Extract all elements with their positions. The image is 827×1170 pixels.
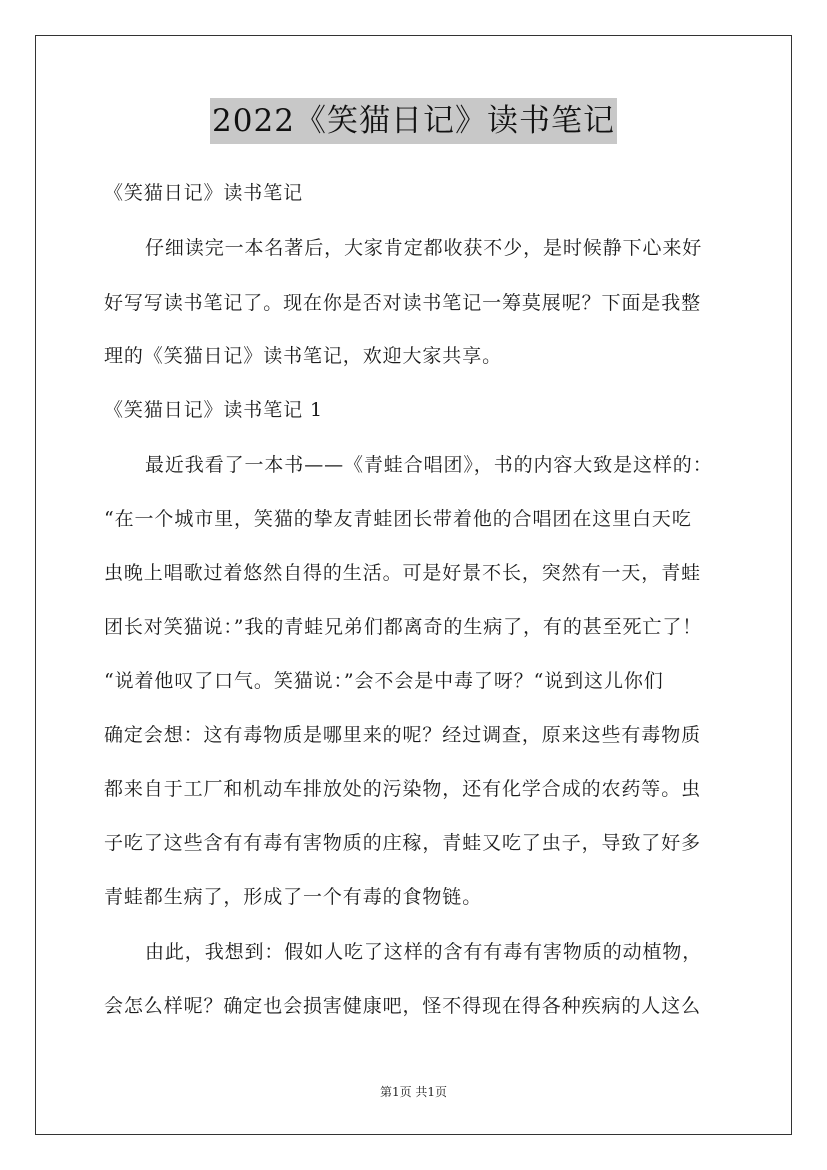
para1-line-1: 最近我看了一本书——《青蛙合唱团》，书的内容大致是这样的： xyxy=(145,454,713,476)
para2-line-2: 会怎么样呢？确定也会损害健康吧，怪不得现在得各种疾病的人这么 xyxy=(104,995,702,1017)
section-heading: 《笑猫日记》读书笔记 1 xyxy=(104,399,323,421)
para2-line-1: 由此，我想到：假如人吃了这样的含有有毒有害物质的动植物， xyxy=(145,941,703,963)
page-footer: 第1页 共1页 xyxy=(379,1085,448,1099)
para1-line-2: “在一个城市里，笑猫的挚友青蛙团长带着他的合唱团在这里白天吃 xyxy=(104,508,692,530)
intro-line-1: 仔细读完一本名著后，大家肯定都收获不少，是时候静下心来好 xyxy=(145,237,703,259)
para1-line-4: 团长对笑猫说：”我的青蛙兄弟们都离奇的生病了，有的甚至死亡了！ xyxy=(104,616,703,638)
para1-line-7: 都来自于工厂和机动车排放处的污染物，还有化学合成的农药等。虫 xyxy=(104,778,702,800)
para1-line-8: 子吃了这些含有有毒有害物质的庄稼，青蛙又吃了虫子，导致了好多 xyxy=(104,832,702,854)
para1-line-9: 青蛙都生病了，形成了一个有毒的食物链。 xyxy=(104,886,483,908)
intro-line-2: 好写写读书笔记了。现在你是否对读书笔记一筹莫展呢？下面是我整 xyxy=(104,292,702,314)
subtitle: 《笑猫日记》读书笔记 xyxy=(104,182,304,204)
title-container xyxy=(0,98,827,144)
intro-line-3: 理的《笑猫日记》读书笔记，欢迎大家共享。 xyxy=(104,345,503,367)
para1-line-5: “说着他叹了口气。笑猫说：”会不会是中毒了呀？“说到这儿你们 xyxy=(104,670,664,692)
document-title: 2022《笑猫日记》读书笔记 xyxy=(210,98,617,144)
para1-line-6: 确定会想：这有毒物质是哪里来的呢？经过调查，原来这些有毒物质 xyxy=(104,724,702,746)
para1-line-3: 虫晚上唱歌过着悠然自得的生活。可是好景不长，突然有一天，青蛙 xyxy=(104,562,702,584)
